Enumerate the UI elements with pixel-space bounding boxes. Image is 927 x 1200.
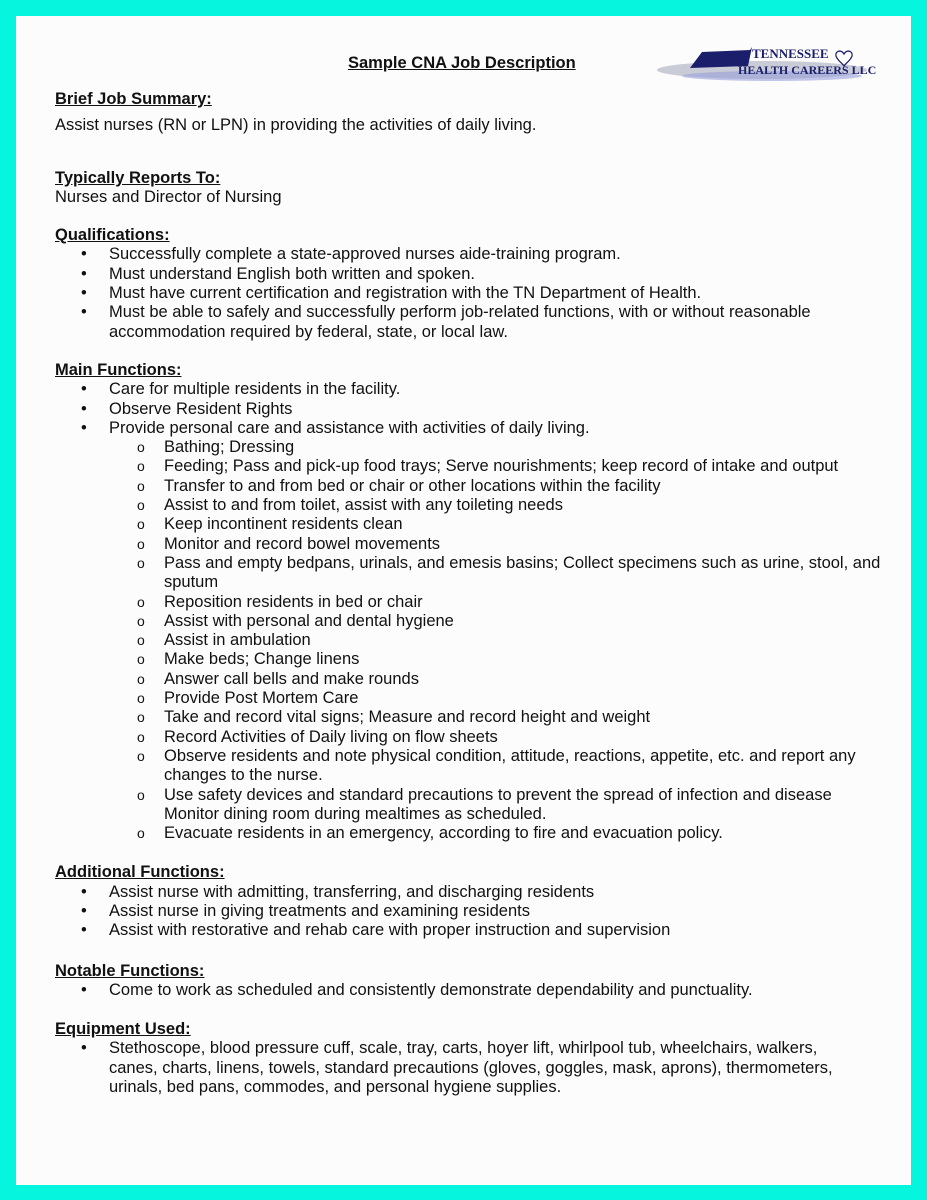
section-heading: Notable Functions: xyxy=(55,961,205,980)
sub-list-item: o Assist to and from toilet, assist with any toileting needs xyxy=(55,496,885,515)
sub-list xyxy=(55,438,885,843)
section-heading: Brief Job Summary: xyxy=(55,90,212,108)
sub-list-item: o Use safety devices and standard precautions to prevent the spread of infection and disease Monitor dining room during mealtimes as scheduled. xyxy=(55,786,885,825)
list-item: • Assist with restorative and rehab care with proper instruction and supervision xyxy=(55,921,885,940)
svg-text:HEALTH CAREERS LLC: HEALTH CAREERS LLC xyxy=(738,63,877,77)
list-item: • Observe Resident Rights xyxy=(55,400,885,419)
sub-list-item: o Provide Post Mortem Care xyxy=(55,689,885,708)
sub-list-item: o Assist in ambulation xyxy=(55,631,885,650)
sub-list-item: o Reposition residents in bed or chair xyxy=(55,593,885,612)
section-heading: Main Functions: xyxy=(55,360,182,379)
notable-functions-section xyxy=(55,962,885,1001)
section-heading: Equipment Used: xyxy=(55,1020,191,1039)
sub-list-item: o Take and record vital signs; Measure and record height and weight xyxy=(55,708,885,727)
section-heading: Typically Reports To: xyxy=(55,168,221,187)
list-item: • Assist nurse in giving treatments and examining residents xyxy=(55,902,885,921)
additional-functions-section xyxy=(55,863,885,940)
list-item: • Assist nurse with admitting, transferring, and discharging residents xyxy=(55,883,885,902)
sub-list-item: o Monitor and record bowel movements xyxy=(55,535,885,554)
sub-list-item: o Record Activities of Daily living on flow sheets xyxy=(55,728,885,747)
sub-list-item: o Observe residents and note physical condition, attitude, reactions, appetite, etc. and report any changes to the nurse. xyxy=(55,747,885,786)
sub-list-item: o Evacuate residents in an emergency, according to fire and evacuation policy. xyxy=(55,824,885,843)
list-item: • Stethoscope, blood pressure cuff, scale, tray, carts, hoyer lift, whirlpool tub, wheelchairs, walkers, canes, charts, linens, towels, standard precautions (gloves, goggles, mask, aprons), thermometers, urinals, bed pans, commodes, and personal hygiene supplies. xyxy=(55,1039,885,1097)
list-item: • Care for multiple residents in the facility. xyxy=(55,380,885,399)
sub-list-item: o Pass and empty bedpans, urinals, and emesis basins; Collect specimens such as urine, stool, and sputum xyxy=(55,554,885,593)
list-item: • Must be able to safely and successfully perform job-related functions, with or without reasonable accommodation required by federal, state, or local law. xyxy=(55,303,885,342)
section-heading: Qualifications: xyxy=(55,226,170,245)
sub-list-item: o Answer call bells and make rounds xyxy=(55,670,885,689)
sub-list-item: o Assist with personal and dental hygiene xyxy=(55,612,885,631)
list-item: • Must have current certification and registration with the TN Department of Health. xyxy=(55,284,885,303)
document-page xyxy=(16,16,911,1185)
section-heading: Additional Functions: xyxy=(55,863,225,882)
summary-text: Assist nurses (RN or LPN) in providing the activities of daily living. xyxy=(55,116,537,135)
sub-list-item: o Keep incontinent residents clean xyxy=(55,515,885,534)
list-item: • Must understand English both written and spoken. xyxy=(55,265,885,284)
list-item: • Provide personal care and assistance with activities of daily living. xyxy=(55,419,885,438)
sub-list-item: o Make beds; Change linens xyxy=(55,650,885,669)
equipment-section xyxy=(55,1020,885,1097)
main-functions-section xyxy=(55,361,885,843)
summary-section xyxy=(55,54,885,136)
sub-list-item: o Feeding; Pass and pick-up food trays; Serve nourishments; keep record of intake and output xyxy=(55,457,885,476)
sub-list-item: o Transfer to and from bed or chair or other locations within the facility xyxy=(55,477,885,496)
svg-text:TENNESSEE: TENNESSEE xyxy=(752,46,829,61)
list-item: • Successfully complete a state-approved nurses aide-training program. xyxy=(55,245,885,264)
qualifications-section xyxy=(55,226,885,342)
document-title: Sample CNA Job Description xyxy=(348,54,576,72)
reports-section xyxy=(55,169,885,208)
list-item: • Come to work as scheduled and consistently demonstrate dependability and punctuality. xyxy=(55,981,885,1000)
reports-text: Nurses and Director of Nursing xyxy=(55,187,282,206)
sub-list-item: o Bathing; Dressing xyxy=(55,438,885,457)
